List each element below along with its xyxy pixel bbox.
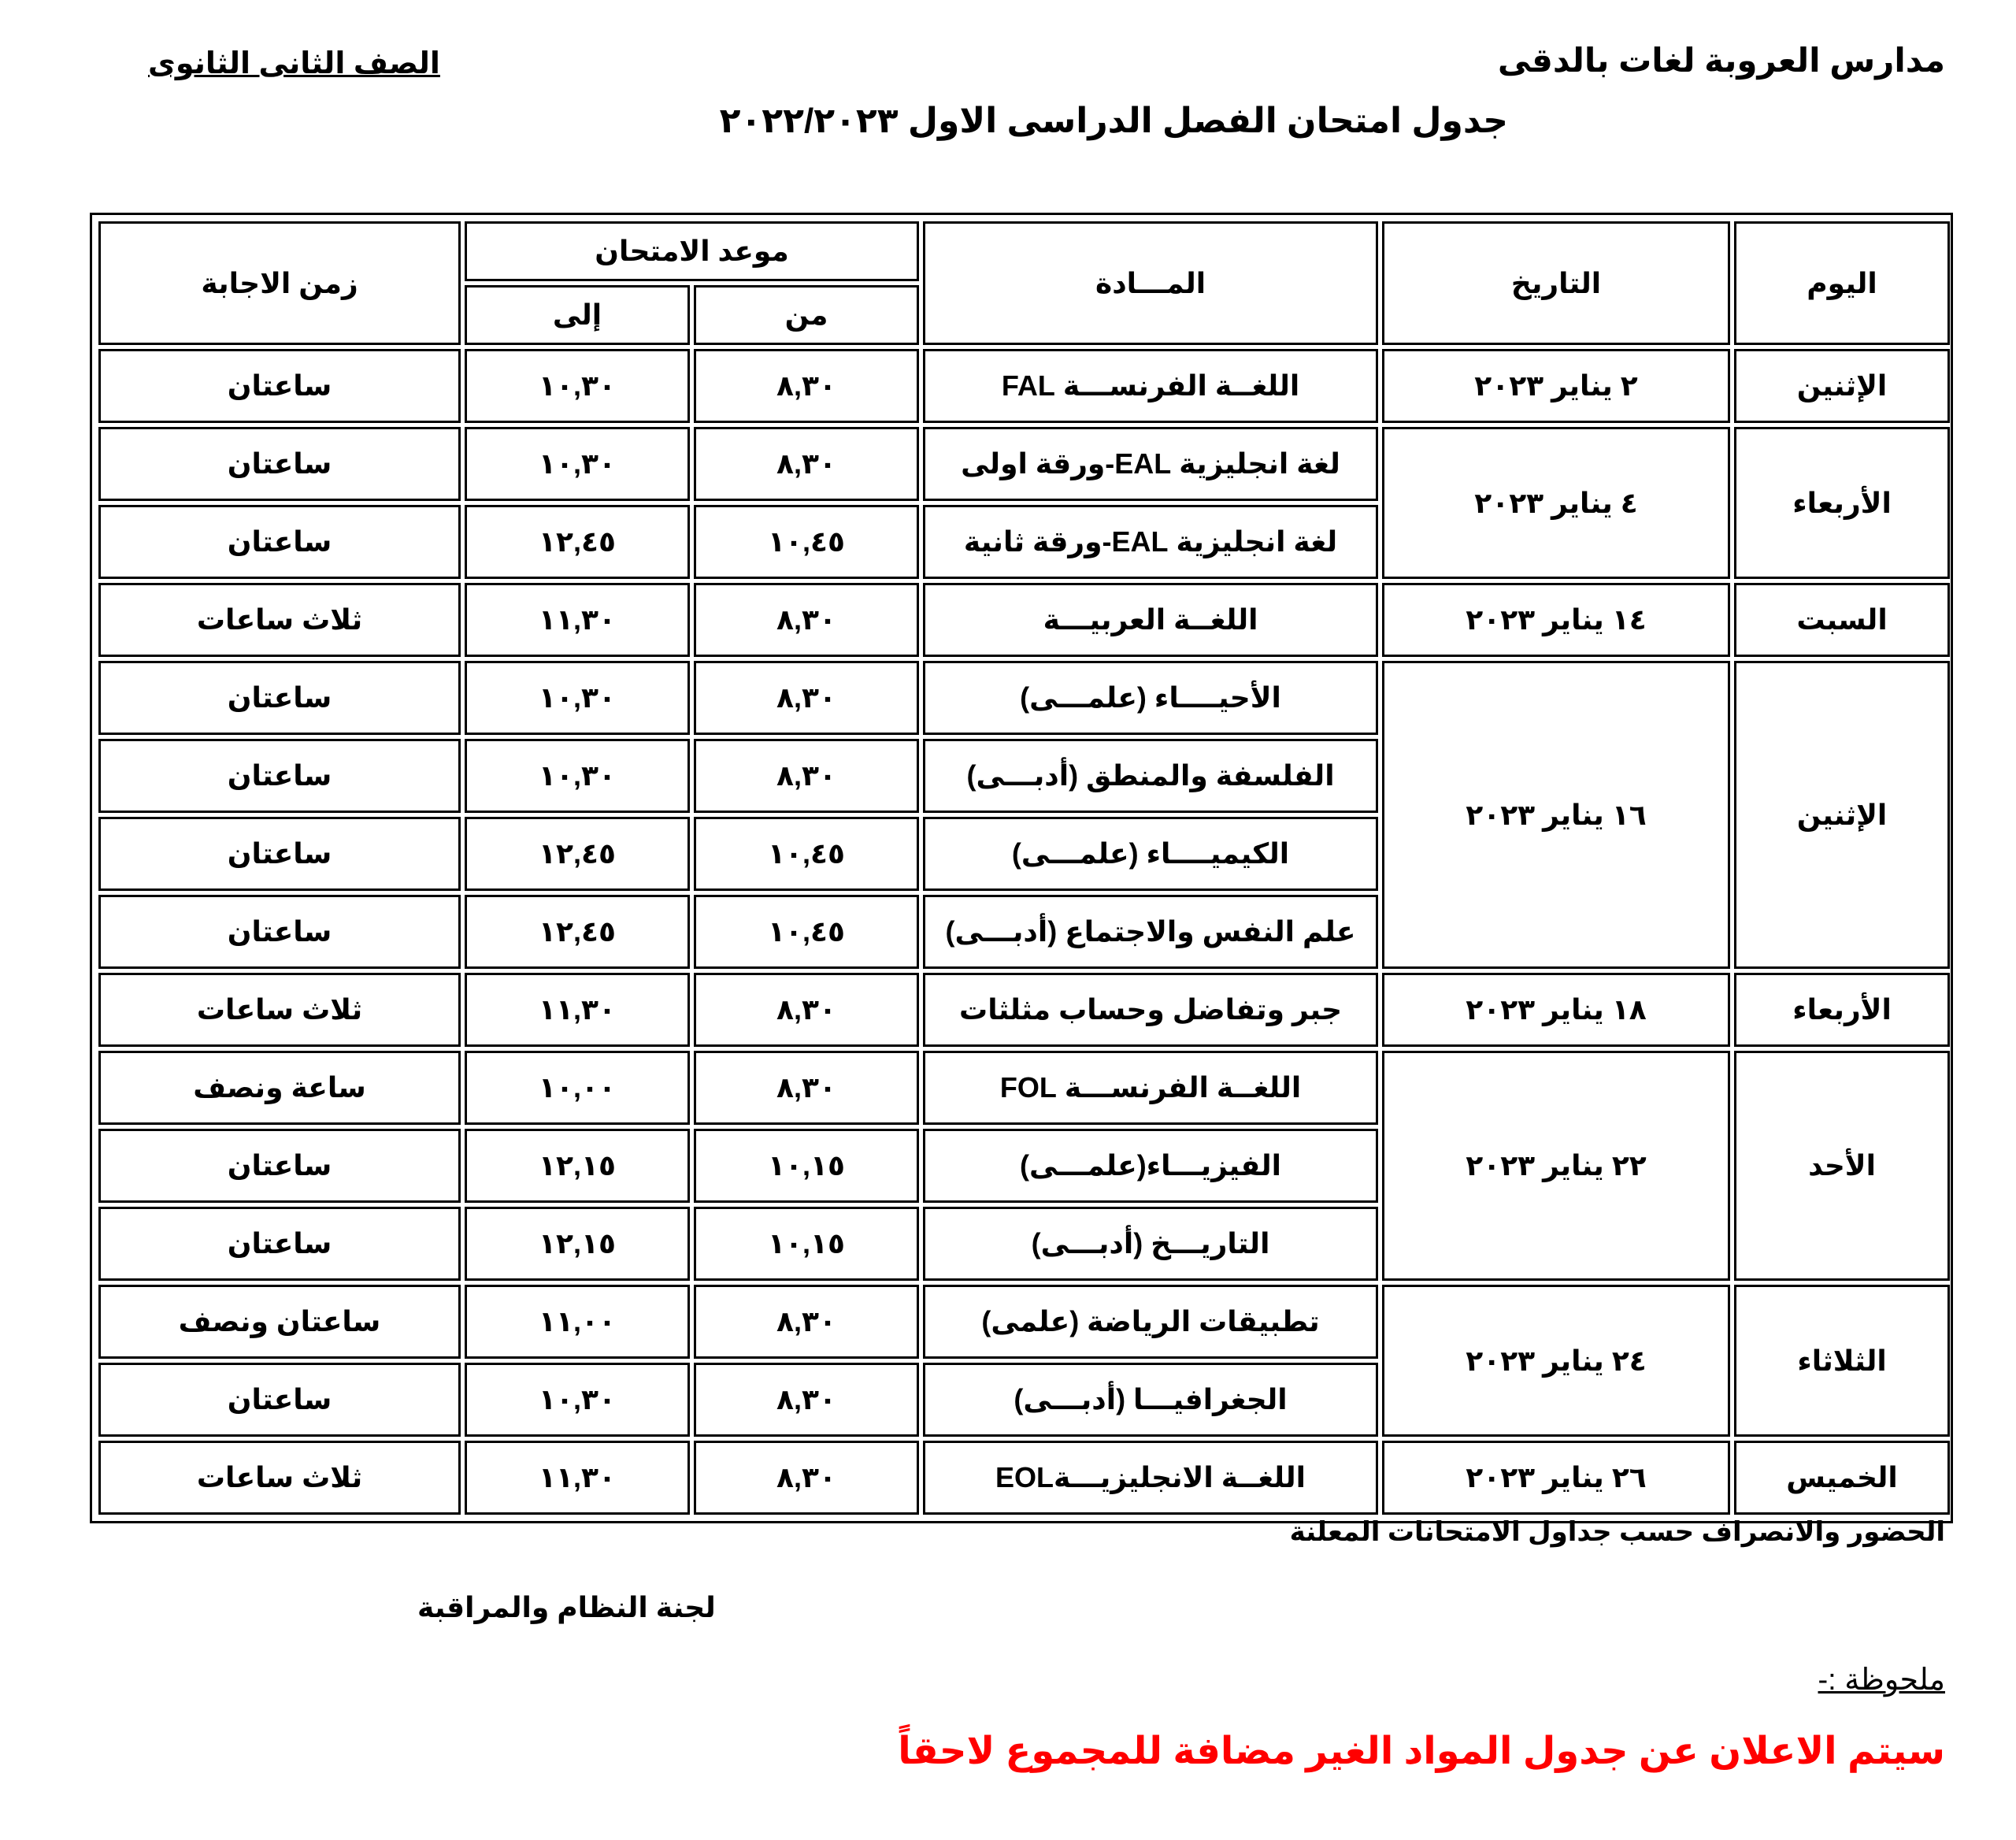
from-time-cell: ٨,٣٠ bbox=[694, 661, 919, 735]
duration-cell: ساعتان bbox=[98, 895, 461, 969]
date-cell: ٤ يناير ٢٠٢٣ bbox=[1382, 427, 1730, 579]
subject-cell: الأحيــــاء (علمـــى) bbox=[923, 661, 1378, 735]
subject-cell: علم النفس والاجتماع (أدبـــى) bbox=[923, 895, 1378, 969]
to-time-cell: ١٢,٤٥ bbox=[465, 505, 690, 579]
to-time-cell: ١٠,٣٠ bbox=[465, 661, 690, 735]
from-time-cell: ٨,٣٠ bbox=[694, 739, 919, 813]
from-time-cell: ١٠,١٥ bbox=[694, 1207, 919, 1281]
day-cell: الإثنين bbox=[1734, 349, 1950, 423]
to-time-cell: ١١,٣٠ bbox=[465, 1441, 690, 1515]
day-cell: الأحد bbox=[1734, 1051, 1950, 1281]
duration-cell: ساعتان ونصف bbox=[98, 1285, 461, 1359]
header-exam-slot: موعد الامتحان bbox=[465, 221, 919, 281]
to-time-cell: ١١,٠٠ bbox=[465, 1285, 690, 1359]
subject-cell: اللغــة الانجليزيـــةEOL bbox=[923, 1441, 1378, 1515]
duration-cell: ساعتان bbox=[98, 1363, 461, 1437]
from-time-cell: ١٠,٤٥ bbox=[694, 895, 919, 969]
date-cell: ٢٢ يناير ٢٠٢٣ bbox=[1382, 1051, 1730, 1281]
duration-cell: ساعتان bbox=[98, 739, 461, 813]
duration-cell: ساعتان bbox=[98, 349, 461, 423]
duration-cell: ساعتان bbox=[98, 817, 461, 891]
school-name: مدارس العروبة لغات بالدقى bbox=[1497, 42, 1945, 79]
header-subject: المـــادة bbox=[923, 221, 1378, 345]
to-time-cell: ١٠,٣٠ bbox=[465, 349, 690, 423]
to-time-cell: ١٠,٠٠ bbox=[465, 1051, 690, 1125]
subject-cell: تطبيقات الرياضة (علمى) bbox=[923, 1285, 1378, 1359]
from-time-cell: ٨,٣٠ bbox=[694, 1051, 919, 1125]
from-time-cell: ٨,٣٠ bbox=[694, 1441, 919, 1515]
page-title: جدول امتحان الفصل الدراسى الاول ٢٠٢٢/٢٠٢٣ bbox=[719, 102, 1508, 140]
header-to: إلى bbox=[465, 285, 690, 345]
subject-cell: جبر وتفاضل وحساب مثلثات bbox=[923, 973, 1378, 1047]
table-row bbox=[98, 1285, 1950, 1359]
subject-cell: الفيزيـــاء(علمـــى) bbox=[923, 1129, 1378, 1203]
to-time-cell: ١١,٣٠ bbox=[465, 973, 690, 1047]
day-cell: الخميس bbox=[1734, 1441, 1950, 1515]
note-label: ملحوظة :- bbox=[1818, 1664, 1945, 1697]
duration-cell: ثلاث ساعات bbox=[98, 1441, 461, 1515]
to-time-cell: ١١,٣٠ bbox=[465, 583, 690, 657]
date-cell: ٢٦ يناير ٢٠٢٣ bbox=[1382, 1441, 1730, 1515]
day-cell: السبت bbox=[1734, 583, 1950, 657]
to-time-cell: ١٢,١٥ bbox=[465, 1129, 690, 1203]
day-cell: الإثنين bbox=[1734, 661, 1950, 969]
from-time-cell: ١٠,٤٥ bbox=[694, 817, 919, 891]
day-cell: الثلاثاء bbox=[1734, 1285, 1950, 1437]
subject-cell: لغة انجليزية EAL-ورقة ثانية bbox=[923, 505, 1378, 579]
header-date: التاريخ bbox=[1382, 221, 1730, 345]
subject-cell: الجغرافيـــا (أدبـــى) bbox=[923, 1363, 1378, 1437]
table-row bbox=[98, 973, 1950, 1047]
to-time-cell: ١٢,٤٥ bbox=[465, 895, 690, 969]
duration-cell: ساعة ونصف bbox=[98, 1051, 461, 1125]
from-time-cell: ٨,٣٠ bbox=[694, 583, 919, 657]
from-time-cell: ١٠,١٥ bbox=[694, 1129, 919, 1203]
duration-cell: ثلاث ساعات bbox=[98, 973, 461, 1047]
day-cell: الأربعاء bbox=[1734, 427, 1950, 579]
table-row bbox=[98, 427, 1950, 501]
header-duration: زمن الاجابة bbox=[98, 221, 461, 345]
to-time-cell: ١٢,٤٥ bbox=[465, 817, 690, 891]
schedule-body bbox=[98, 349, 1950, 1515]
from-time-cell: ٨,٣٠ bbox=[694, 349, 919, 423]
subject-cell: اللغــة العربيـــة bbox=[923, 583, 1378, 657]
day-cell: الأربعاء bbox=[1734, 973, 1950, 1047]
subject-cell: التاريـــخ (أدبـــى) bbox=[923, 1207, 1378, 1281]
from-time-cell: ١٠,٤٥ bbox=[694, 505, 919, 579]
from-time-cell: ٨,٣٠ bbox=[694, 973, 919, 1047]
date-cell: ١٦ يناير ٢٠٢٣ bbox=[1382, 661, 1730, 969]
committee-signature: لجنة النظام والمراقبة bbox=[417, 1591, 716, 1623]
date-cell: ٢٤ يناير ٢٠٢٣ bbox=[1382, 1285, 1730, 1437]
from-time-cell: ٨,٣٠ bbox=[694, 1363, 919, 1437]
attendance-note: الحضور والانصراف حسب جداول الامتحانات المعلنة bbox=[1289, 1517, 1945, 1547]
subject-cell: الكيميــــاء (علمـــى) bbox=[923, 817, 1378, 891]
grade-level: الصف الثانى الثانوى bbox=[148, 47, 440, 80]
header-from: من bbox=[694, 285, 919, 345]
table-row bbox=[98, 1441, 1950, 1515]
duration-cell: ساعتان bbox=[98, 1207, 461, 1281]
date-cell: ١٨ يناير ٢٠٢٣ bbox=[1382, 973, 1730, 1047]
to-time-cell: ١٠,٣٠ bbox=[465, 1363, 690, 1437]
to-time-cell: ١٠,٣٠ bbox=[465, 427, 690, 501]
table-row bbox=[98, 1051, 1950, 1125]
from-time-cell: ٨,٣٠ bbox=[694, 1285, 919, 1359]
duration-cell: ساعتان bbox=[98, 1129, 461, 1203]
note-text: سيتم الاعلان عن جدول المواد الغير مضافة للمجموع لاحقاً bbox=[898, 1731, 1945, 1772]
date-cell: ٢ يناير ٢٠٢٣ bbox=[1382, 349, 1730, 423]
duration-cell: ساعتان bbox=[98, 427, 461, 501]
subject-cell: اللغــة الفرنســـة FOL bbox=[923, 1051, 1378, 1125]
from-time-cell: ٨,٣٠ bbox=[694, 427, 919, 501]
date-cell: ١٤ يناير ٢٠٢٣ bbox=[1382, 583, 1730, 657]
duration-cell: ثلاث ساعات bbox=[98, 583, 461, 657]
to-time-cell: ١٠,٣٠ bbox=[465, 739, 690, 813]
subject-cell: الفلسفة والمنطق (أدبـــى) bbox=[923, 739, 1378, 813]
table-row bbox=[98, 349, 1950, 423]
duration-cell: ساعتان bbox=[98, 505, 461, 579]
exam-schedule-table bbox=[90, 213, 1953, 1523]
table-row bbox=[98, 583, 1950, 657]
header-day: اليوم bbox=[1734, 221, 1950, 345]
subject-cell: اللغــة الفرنســـة FAL bbox=[923, 349, 1378, 423]
to-time-cell: ١٢,١٥ bbox=[465, 1207, 690, 1281]
table-row bbox=[98, 661, 1950, 735]
duration-cell: ساعتان bbox=[98, 661, 461, 735]
subject-cell: لغة انجليزية EAL-ورقة اولى bbox=[923, 427, 1378, 501]
